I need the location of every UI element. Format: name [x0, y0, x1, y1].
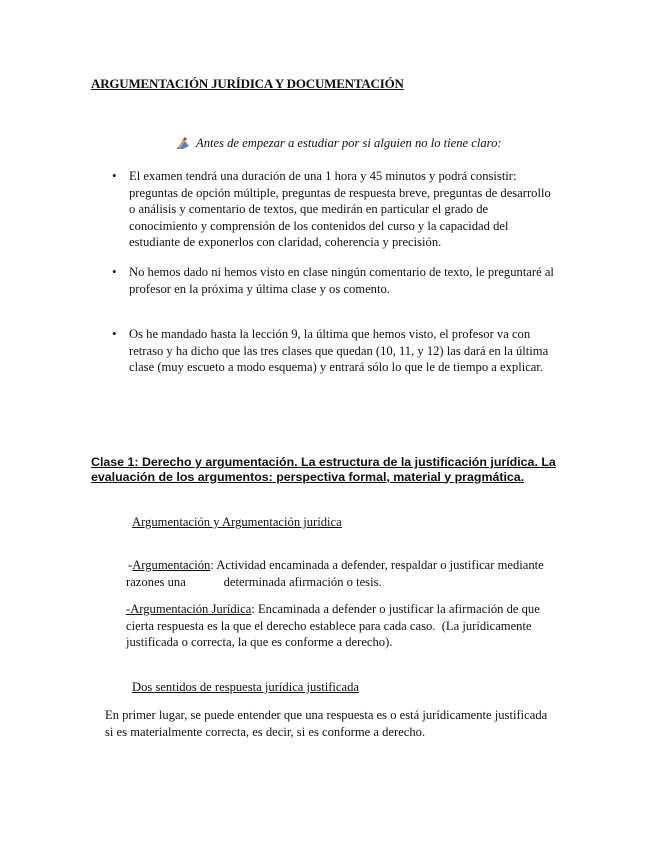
definition-term: Argumentación — [132, 558, 211, 572]
definition-term: -Argumentación Jurídica — [126, 602, 252, 616]
section-heading-line: evaluación de los argumentos: perspectiva formal, material y pragmática. — [91, 469, 525, 484]
intro-note — [176, 135, 502, 152]
definition-argumentacion — [128, 557, 568, 590]
pencil-icon — [176, 137, 191, 150]
list-item-line: o análisis y comentario de textos, que medirán en particular el grado de — [129, 202, 489, 216]
list-item-line: preguntas de opción múltiple, preguntas de respuesta breve, preguntas de desarrollo — [129, 185, 551, 200]
section-heading — [91, 455, 561, 484]
body-paragraph — [105, 707, 575, 740]
paragraph-line: si es materialmente correcta, es decir, si es conforme a derecho. — [105, 724, 426, 739]
document-title: ARGUMENTACIÓN JURÍDICA Y DOCUMENTACIÓN — [91, 76, 404, 91]
list-item — [112, 326, 569, 376]
list-item-line: retraso y ha dicho que las tres clases que quedan (10, 11, y 12) las dará en la última — [129, 343, 549, 358]
subheading-dos-sentidos: Dos sentidos de respuesta jurídica justificada — [132, 680, 359, 694]
bullet-icon: • — [112, 168, 117, 183]
subheading-argumentacion: Argumentación y Argumentación jurídica — [132, 515, 342, 529]
definition-argumentacion-juridica — [126, 601, 566, 651]
definition-text: : Encaminada a defender o justificar la afirmación de que — [251, 602, 540, 616]
list-item-line: clase (muy escueto a modo esquema) y entrará sólo lo que le de tiempo a explicar. — [129, 360, 544, 374]
definition-prefix: - — [128, 558, 133, 572]
definition-line: razones una determinada afirmación o tesis. — [126, 574, 382, 589]
list-item — [112, 168, 569, 251]
definition-line: cierta respuesta es la que el derecho establece para cada caso. (La jurídicamente — [126, 618, 532, 633]
definition-line — [128, 557, 568, 574]
definition-line — [126, 601, 566, 618]
list-item-line: profesor en la próxima y última clase y os comento. — [129, 281, 390, 296]
list-item-line: conocimiento y comprensión de los contenidos del curso y la capacidad del — [129, 218, 509, 233]
definition-text: : Actividad encaminada a defender, respaldar o justificar mediante — [210, 558, 544, 572]
list-item-line: No hemos dado ni hemos visto en clase ningún comentario de texto, le preguntaré al — [129, 265, 554, 279]
bullet-icon: • — [112, 326, 117, 341]
section-heading-line: Clase 1: Derecho y argumentación. La estructura de la justificación jurídica. La — [91, 455, 556, 469]
list-item-line: estudiante de exponerlos con claridad, coherencia y precisión. — [129, 235, 442, 249]
intro-note-text: Antes de empezar a estudiar por si alguien no lo tiene claro: — [196, 136, 502, 150]
bullet-icon: • — [112, 264, 117, 279]
paragraph-line: En primer lugar, se puede entender que una respuesta es o está jurídicamente justificada — [105, 708, 548, 722]
list-item-line: El examen tendrá una duración de una 1 hora y 45 minutos y podrá consistir: — [129, 169, 517, 183]
list-item-line: Os he mandado hasta la lección 9, la última que hemos visto, el profesor va con — [129, 327, 531, 341]
list-item — [112, 264, 569, 297]
definition-line: justificada o correcta, la que es conforme a derecho). — [126, 635, 393, 649]
